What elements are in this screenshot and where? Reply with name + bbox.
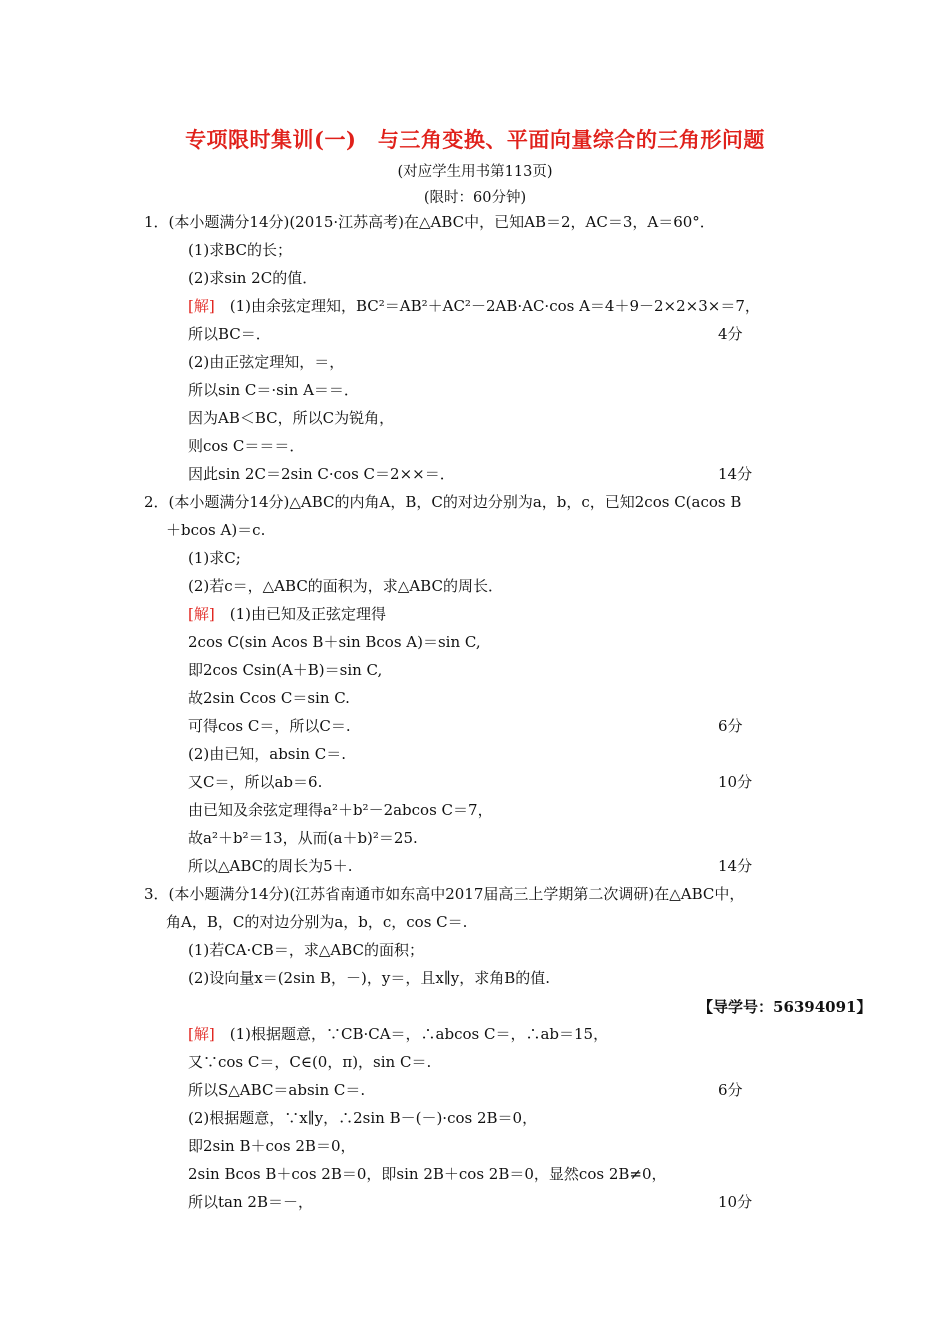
solution-line: (2)由已知，absin C＝. xyxy=(188,745,346,763)
problem-stem: 2．(本小题满分14分)△ABC的内角A，B，C的对边分别为a，b，c，已知2cos C(acos B xyxy=(144,493,742,511)
solution-line: 即2cos Csin(A＋B)＝sin C, xyxy=(188,661,383,679)
problem-part: (2)设向量x＝(2sin B，－)，y＝，且x∥y，求角B的值. xyxy=(188,969,551,987)
solution-line: (2)由正弦定理知，＝， xyxy=(188,353,345,371)
problem-stem: 角A，B，C的对边分别为a，b，c，cos C＝. xyxy=(166,913,468,931)
solution-line: 2sin Bcos B＋cos 2B＝0，即sin 2B＋cos 2B＝0，显然cos 2B≠0， xyxy=(188,1165,667,1183)
solution-line: 又∵cos C＝，C∈(0，π)，sin C＝. xyxy=(188,1053,432,1071)
solution-line: 因此sin 2C＝2sin C·cos C＝2××＝． xyxy=(188,465,455,483)
score-mark: 6分 xyxy=(718,1081,743,1099)
solution-line: 故2sin Ccos C＝sin C. xyxy=(188,689,350,707)
solution-line: 由已知及余弦定理得a²＋b²－2abcos C＝7， xyxy=(188,801,493,819)
solution-line: 故a²＋b²＝13，从而(a＋b)²＝25. xyxy=(188,829,418,847)
solution-line: 所以S△ABC＝absin C＝. xyxy=(188,1081,366,1099)
time-limit: (限时：60分钟) xyxy=(423,190,527,206)
solution-label: [解] xyxy=(188,1025,215,1043)
score-mark: 10分 xyxy=(718,773,753,791)
solution-line: 即2sin B＋cos 2B＝0， xyxy=(188,1137,356,1155)
solution-line: 可得cos C＝，所以C＝. xyxy=(188,717,351,735)
score-mark: 14分 xyxy=(718,465,753,483)
solution-line: [解] (1)由已知及正弦定理得 xyxy=(188,605,386,623)
book-reference: (对应学生用书第113页) xyxy=(397,164,553,180)
solution-line: [解] (1)根据题意，∵CB·CA＝，∴abcos C＝，∴ab＝15， xyxy=(188,1025,609,1043)
solution-label: [解] xyxy=(188,605,215,623)
solution-line: 所以△ABC的周长为5＋. xyxy=(188,857,353,875)
solution-line: (2)根据题意，∵x∥y，∴2sin B－(－)·cos 2B＝0， xyxy=(188,1109,538,1127)
solution-label: [解] xyxy=(188,297,215,315)
score-mark: 14分 xyxy=(718,857,753,875)
solution-line: 又C＝，所以ab＝6. xyxy=(188,773,323,791)
problem-stem: 1．(本小题满分14分)(2015·江苏高考)在△ABC中，已知AB＝2，AC＝3，A＝60°． xyxy=(144,213,715,231)
solution-line: [解] (1)由余弦定理知，BC²＝AB²＋AC²－2AB·AC·cos A＝4＋9－2×2×3×＝7， xyxy=(188,297,760,315)
score-mark: 4分 xyxy=(718,325,743,343)
solution-line: 则cos C＝＝＝． xyxy=(188,437,305,455)
score-mark: 10分 xyxy=(718,1193,753,1211)
solution-line: 所以BC＝． xyxy=(188,325,271,343)
guide-number: 【导学号：56394091】 xyxy=(698,998,872,1016)
problem-part: (1)求BC的长； xyxy=(188,241,293,259)
problem-part: (2)若c＝，△ABC的面积为，求△ABC的周长． xyxy=(188,577,503,595)
problem-stem: ＋bcos A)＝c. xyxy=(166,521,266,539)
problem-stem: 3．(本小题满分14分)(江苏省南通市如东高中2017届高三上学期第二次调研)在△ABC中， xyxy=(144,885,745,903)
problem-part: (1)若CA·CB＝，求△ABC的面积； xyxy=(188,941,424,959)
page-title: 专项限时集训(一) 与三角变换、平面向量综合的三角形问题 xyxy=(185,127,765,152)
problem-part: (2)求sin 2C的值． xyxy=(188,269,318,287)
solution-line: 所以sin C＝·sin A＝＝． xyxy=(188,381,359,399)
solution-line: 因为AB＜BC，所以C为锐角， xyxy=(188,409,395,427)
solution-line: 所以tan 2B＝－， xyxy=(188,1193,313,1211)
problem-part: (1)求C; xyxy=(188,549,241,567)
score-mark: 6分 xyxy=(718,717,743,735)
solution-line: 2cos C(sin Acos B＋sin Bcos A)＝sin C, xyxy=(188,633,481,651)
